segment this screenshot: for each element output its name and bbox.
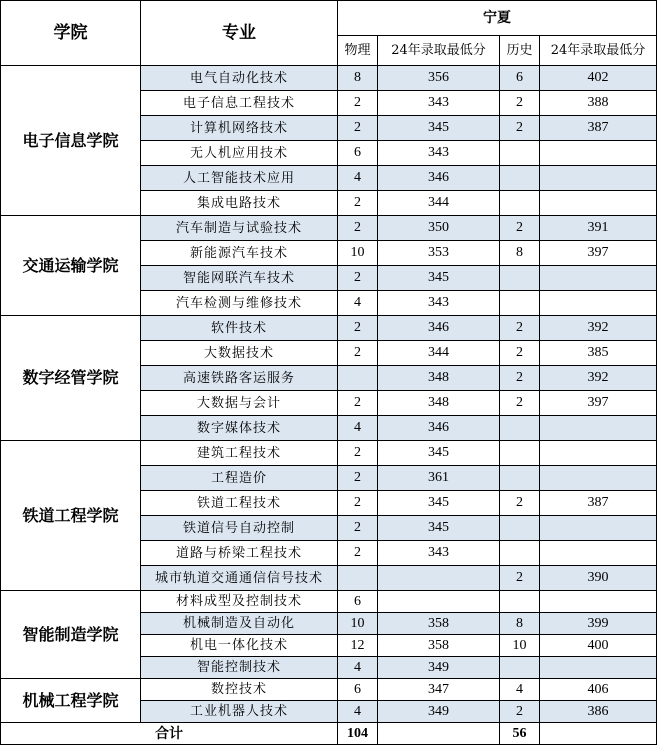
- major-name: 数控技术: [141, 679, 338, 701]
- history-cell: 10: [500, 635, 540, 657]
- physics-score-cell: 347: [378, 679, 500, 701]
- physics-cell: 6: [338, 591, 378, 613]
- table-row: [1, 316, 657, 341]
- history-score-cell: [540, 166, 657, 191]
- major-name: 数字媒体技术: [141, 416, 338, 441]
- physics-score-cell: 353: [378, 241, 500, 266]
- history-score-cell: [540, 416, 657, 441]
- physics-score-cell: 345: [378, 491, 500, 516]
- history-cell: [500, 291, 540, 316]
- college-name: 数字经管学院: [1, 316, 141, 441]
- physics-cell: 2: [338, 341, 378, 366]
- history-cell: 2: [500, 116, 540, 141]
- history-score-header: 24年录取最低分: [540, 36, 657, 66]
- physics-score-cell: 343: [378, 91, 500, 116]
- physics-score-cell: 358: [378, 635, 500, 657]
- major-name: 机械制造及自动化: [141, 613, 338, 635]
- history-header: 历史: [500, 36, 540, 66]
- total-history: 56: [500, 723, 540, 745]
- history-cell: [500, 141, 540, 166]
- physics-cell: 6: [338, 141, 378, 166]
- major-name: 汽车制造与试验技术: [141, 216, 338, 241]
- major-name: 高速铁路客运服务: [141, 366, 338, 391]
- major-name: 城市轨道交通通信信号技术: [141, 566, 338, 591]
- history-score-cell: 387: [540, 116, 657, 141]
- physics-cell: 2: [338, 541, 378, 566]
- history-cell: [500, 516, 540, 541]
- physics-score-cell: 344: [378, 191, 500, 216]
- physics-cell: 2: [338, 391, 378, 416]
- physics-cell: 10: [338, 241, 378, 266]
- physics-cell: [338, 566, 378, 591]
- major-name: 工业机器人技术: [141, 701, 338, 723]
- history-cell: 6: [500, 66, 540, 91]
- major-name: 汽车检测与维修技术: [141, 291, 338, 316]
- college-name: 智能制造学院: [1, 591, 141, 679]
- physics-cell: 12: [338, 635, 378, 657]
- major-name: 工程造价: [141, 466, 338, 491]
- history-score-cell: [540, 591, 657, 613]
- major-name: 集成电路技术: [141, 191, 338, 216]
- history-score-cell: 400: [540, 635, 657, 657]
- history-score-cell: [540, 657, 657, 679]
- history-score-cell: 387: [540, 491, 657, 516]
- physics-score-cell: 346: [378, 316, 500, 341]
- history-score-cell: [540, 516, 657, 541]
- history-score-cell: 399: [540, 613, 657, 635]
- major-header: 专业: [141, 1, 338, 66]
- history-score-cell: 390: [540, 566, 657, 591]
- history-score-cell: 397: [540, 241, 657, 266]
- physics-score-header: 24年录取最低分: [378, 36, 500, 66]
- physics-cell: 2: [338, 466, 378, 491]
- major-name: 智能网联汽车技术: [141, 266, 338, 291]
- college-name: 铁道工程学院: [1, 441, 141, 591]
- history-cell: [500, 591, 540, 613]
- major-name: 机电一体化技术: [141, 635, 338, 657]
- major-name: 大数据与会计: [141, 391, 338, 416]
- physics-score-cell: 344: [378, 341, 500, 366]
- history-cell: [500, 441, 540, 466]
- history-score-cell: 386: [540, 701, 657, 723]
- total-row: [1, 723, 657, 745]
- history-score-cell: 392: [540, 366, 657, 391]
- history-score-cell: 388: [540, 91, 657, 116]
- physics-cell: 4: [338, 701, 378, 723]
- history-cell: [500, 541, 540, 566]
- physics-cell: 10: [338, 613, 378, 635]
- physics-cell: 8: [338, 66, 378, 91]
- physics-score-cell: 361: [378, 466, 500, 491]
- history-score-cell: 392: [540, 316, 657, 341]
- history-score-cell: [540, 441, 657, 466]
- major-name: 新能源汽车技术: [141, 241, 338, 266]
- history-cell: 2: [500, 341, 540, 366]
- physics-score-cell: 343: [378, 541, 500, 566]
- header-row-1: [1, 1, 657, 36]
- history-cell: 2: [500, 566, 540, 591]
- major-name: 智能控制技术: [141, 657, 338, 679]
- physics-score-cell: [378, 566, 500, 591]
- physics-score-cell: 345: [378, 516, 500, 541]
- physics-cell: 2: [338, 266, 378, 291]
- history-score-cell: [540, 466, 657, 491]
- history-score-cell: [540, 191, 657, 216]
- major-name: 道路与桥梁工程技术: [141, 541, 338, 566]
- physics-cell: 2: [338, 216, 378, 241]
- table-row: [1, 216, 657, 241]
- history-cell: [500, 166, 540, 191]
- major-name: 电子信息工程技术: [141, 91, 338, 116]
- history-cell: 8: [500, 613, 540, 635]
- history-score-cell: [540, 541, 657, 566]
- history-score-cell: [540, 266, 657, 291]
- physics-cell: 6: [338, 679, 378, 701]
- physics-score-cell: 345: [378, 266, 500, 291]
- physics-cell: 2: [338, 441, 378, 466]
- history-cell: 2: [500, 701, 540, 723]
- physics-score-cell: 346: [378, 166, 500, 191]
- history-cell: 2: [500, 316, 540, 341]
- history-cell: 2: [500, 91, 540, 116]
- physics-score-cell: 345: [378, 116, 500, 141]
- physics-score-cell: 346: [378, 416, 500, 441]
- college-header: 学院: [1, 1, 141, 66]
- major-name: 铁道信号自动控制: [141, 516, 338, 541]
- history-score-cell: 385: [540, 341, 657, 366]
- physics-score-cell: 349: [378, 657, 500, 679]
- history-cell: 2: [500, 216, 540, 241]
- history-score-cell: 406: [540, 679, 657, 701]
- major-name: 电气自动化技术: [141, 66, 338, 91]
- physics-score-cell: 349: [378, 701, 500, 723]
- history-score-cell: [540, 141, 657, 166]
- history-cell: [500, 466, 540, 491]
- physics-score-cell: 343: [378, 291, 500, 316]
- physics-cell: 4: [338, 416, 378, 441]
- major-name: 建筑工程技术: [141, 441, 338, 466]
- physics-cell: 4: [338, 166, 378, 191]
- history-cell: [500, 657, 540, 679]
- history-score-cell: 391: [540, 216, 657, 241]
- physics-cell: 2: [338, 516, 378, 541]
- history-cell: 2: [500, 491, 540, 516]
- history-cell: [500, 191, 540, 216]
- table-row: [1, 441, 657, 466]
- physics-cell: 4: [338, 291, 378, 316]
- history-score-cell: 402: [540, 66, 657, 91]
- major-name: 材料成型及控制技术: [141, 591, 338, 613]
- physics-header: 物理: [338, 36, 378, 66]
- history-cell: 2: [500, 391, 540, 416]
- major-name: 铁道工程技术: [141, 491, 338, 516]
- physics-score-cell: 358: [378, 613, 500, 635]
- history-cell: 2: [500, 366, 540, 391]
- region-header: 宁夏: [338, 1, 657, 36]
- physics-cell: 2: [338, 116, 378, 141]
- college-name: 机械工程学院: [1, 679, 141, 723]
- total-physics: 104: [338, 723, 378, 745]
- total-label: 合计: [1, 723, 338, 745]
- history-cell: 4: [500, 679, 540, 701]
- history-cell: [500, 416, 540, 441]
- physics-cell: 2: [338, 316, 378, 341]
- physics-score-cell: 348: [378, 366, 500, 391]
- history-cell: [500, 266, 540, 291]
- physics-score-cell: [378, 591, 500, 613]
- table-row: [1, 66, 657, 91]
- history-cell: 8: [500, 241, 540, 266]
- college-name: 交通运输学院: [1, 216, 141, 316]
- table-row: [1, 591, 657, 613]
- major-name: 人工智能技术应用: [141, 166, 338, 191]
- college-name: 电子信息学院: [1, 66, 141, 216]
- physics-score-cell: 350: [378, 216, 500, 241]
- major-name: 软件技术: [141, 316, 338, 341]
- physics-cell: 2: [338, 191, 378, 216]
- physics-score-cell: 348: [378, 391, 500, 416]
- table-row: [1, 679, 657, 701]
- major-name: 大数据技术: [141, 341, 338, 366]
- physics-cell: 2: [338, 91, 378, 116]
- physics-cell: [338, 366, 378, 391]
- physics-cell: 4: [338, 657, 378, 679]
- physics-score-cell: 343: [378, 141, 500, 166]
- physics-score-cell: 345: [378, 441, 500, 466]
- total-empty-cell: [378, 723, 500, 745]
- physics-score-cell: 356: [378, 66, 500, 91]
- history-score-cell: [540, 291, 657, 316]
- major-name: 计算机网络技术: [141, 116, 338, 141]
- physics-cell: 2: [338, 491, 378, 516]
- major-name: 无人机应用技术: [141, 141, 338, 166]
- history-score-cell: 397: [540, 391, 657, 416]
- total-empty-cell: [540, 723, 657, 745]
